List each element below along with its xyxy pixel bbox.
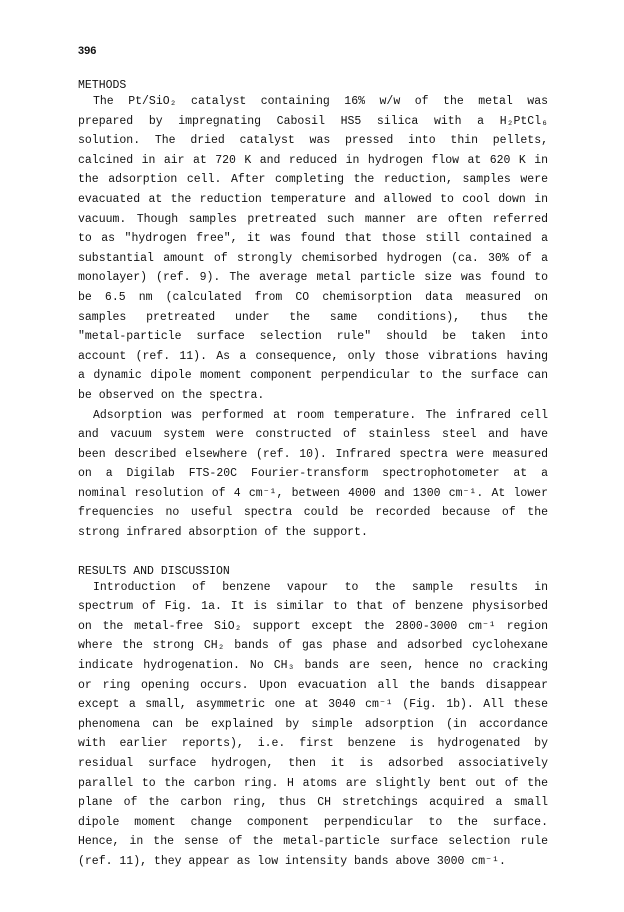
text-line: to as "hydrogen free", it was found that those still contained a [78, 232, 548, 246]
text-line: (ref. 11), they appear as low intensity bands above 3000 cm⁻¹. [78, 854, 506, 868]
document-page [78, 30, 548, 872]
text-line: Adsorption was performed at room temperature. The infrared cell [93, 408, 548, 422]
results-heading: RESULTS AND DISCUSSION [78, 564, 230, 578]
text-line: be observed on the spectra. [78, 388, 265, 402]
text-line: evacuated at the reduction temperature and allowed to cool down in [78, 192, 548, 206]
text-line: a dynamic dipole moment component perpendicular to the surface can [78, 369, 548, 383]
text-line: residual surface hydrogen, then it is adsorbed associatively [78, 757, 548, 770]
text-line: spectrum of Fig. 1a. It is similar to that of benzene physisorbed [78, 600, 548, 614]
text-line: Hence, in the sense of the metal-particle surface selection rule [78, 835, 548, 849]
text-line: calcined in air at 720 K and reduced in hydrogen flow at 620 K in [78, 153, 548, 167]
text-line: account (ref. 11). As a consequence, only those vibrations having [78, 349, 548, 363]
text-line: with earlier reports), i.e. first benzene is hydrogenated by [78, 737, 548, 751]
text-line: frequencies no useful spectra could be recorded because of the [78, 506, 548, 520]
text-line: where the strong CH₂ bands of gas phase and adsorbed cyclohexane [78, 639, 548, 653]
text-line: nominal resolution of 4 cm⁻¹, between 4000 and 1300 cm⁻¹. At lower [78, 486, 548, 500]
text-line: plane of the carbon ring, thus CH stretchings acquired a small [78, 796, 548, 810]
text-line: solution. The dried catalyst was pressed into thin pellets, [78, 134, 548, 148]
text-line: "metal-particle surface selection rule" should be taken into [78, 330, 548, 344]
methods-paragraph-1 [78, 92, 548, 406]
text-line: vacuum. Though samples pretreated such manner are often referred [78, 212, 548, 226]
text-line: on the metal-free SiO₂ support except the 2800-3000 cm⁻¹ region [78, 619, 548, 633]
text-line: dipole moment change component perpendicular to the surface. [78, 815, 548, 829]
text-line: phenomena can be explained by simple adsorption (in accordance [78, 717, 548, 731]
methods-heading: METHODS [78, 79, 127, 92]
text-line: parallel to the carbon ring. H atoms are slightly bent out of the [78, 776, 548, 790]
text-line: and vacuum system were constructed of stainless steel and have [78, 428, 548, 442]
text-line: on a Digilab FTS-20C Fourier-transform spectrophotometer at a [78, 467, 548, 481]
text-line: been described elsewhere (ref. 10). Infrared spectra were measured [78, 447, 548, 461]
text-line: be 6.5 nm (calculated from CO chemisorption data measured on [78, 290, 548, 304]
text-line: monolayer) (ref. 9). The average metal particle size was found to [78, 271, 548, 285]
text-line: strong infrared absorption of the support. [78, 526, 368, 540]
methods-paragraph-2 [78, 406, 548, 543]
text-line: samples pretreated under the same conditions), thus the [78, 310, 548, 324]
text-line: The Pt/SiO₂ catalyst containing 16% w/w of the metal was [93, 95, 548, 108]
text-line: substantial amount of strongly chemisorbed hydrogen (ca. 30% of a [78, 251, 548, 265]
text-line: Introduction of benzene vapour to the sample results in [93, 580, 548, 594]
text-line: prepared by impregnating Cabosil HS5 silica with a H₂PtCl₆ [78, 114, 548, 128]
page-number: 396 [78, 45, 97, 57]
results-paragraph-1 [78, 578, 548, 872]
text-line: or ring opening occurs. Upon evacuation all the bands disappear [78, 678, 548, 692]
text-line: the adsorption cell. After completing the reduction, samples were [78, 173, 548, 187]
text-line: indicate hydrogenation. No CH₃ bands are seen, hence no cracking [78, 659, 548, 673]
text-line: except a small, asymmetric one at 3040 cm⁻¹ (Fig. 1b). All these [78, 698, 548, 712]
